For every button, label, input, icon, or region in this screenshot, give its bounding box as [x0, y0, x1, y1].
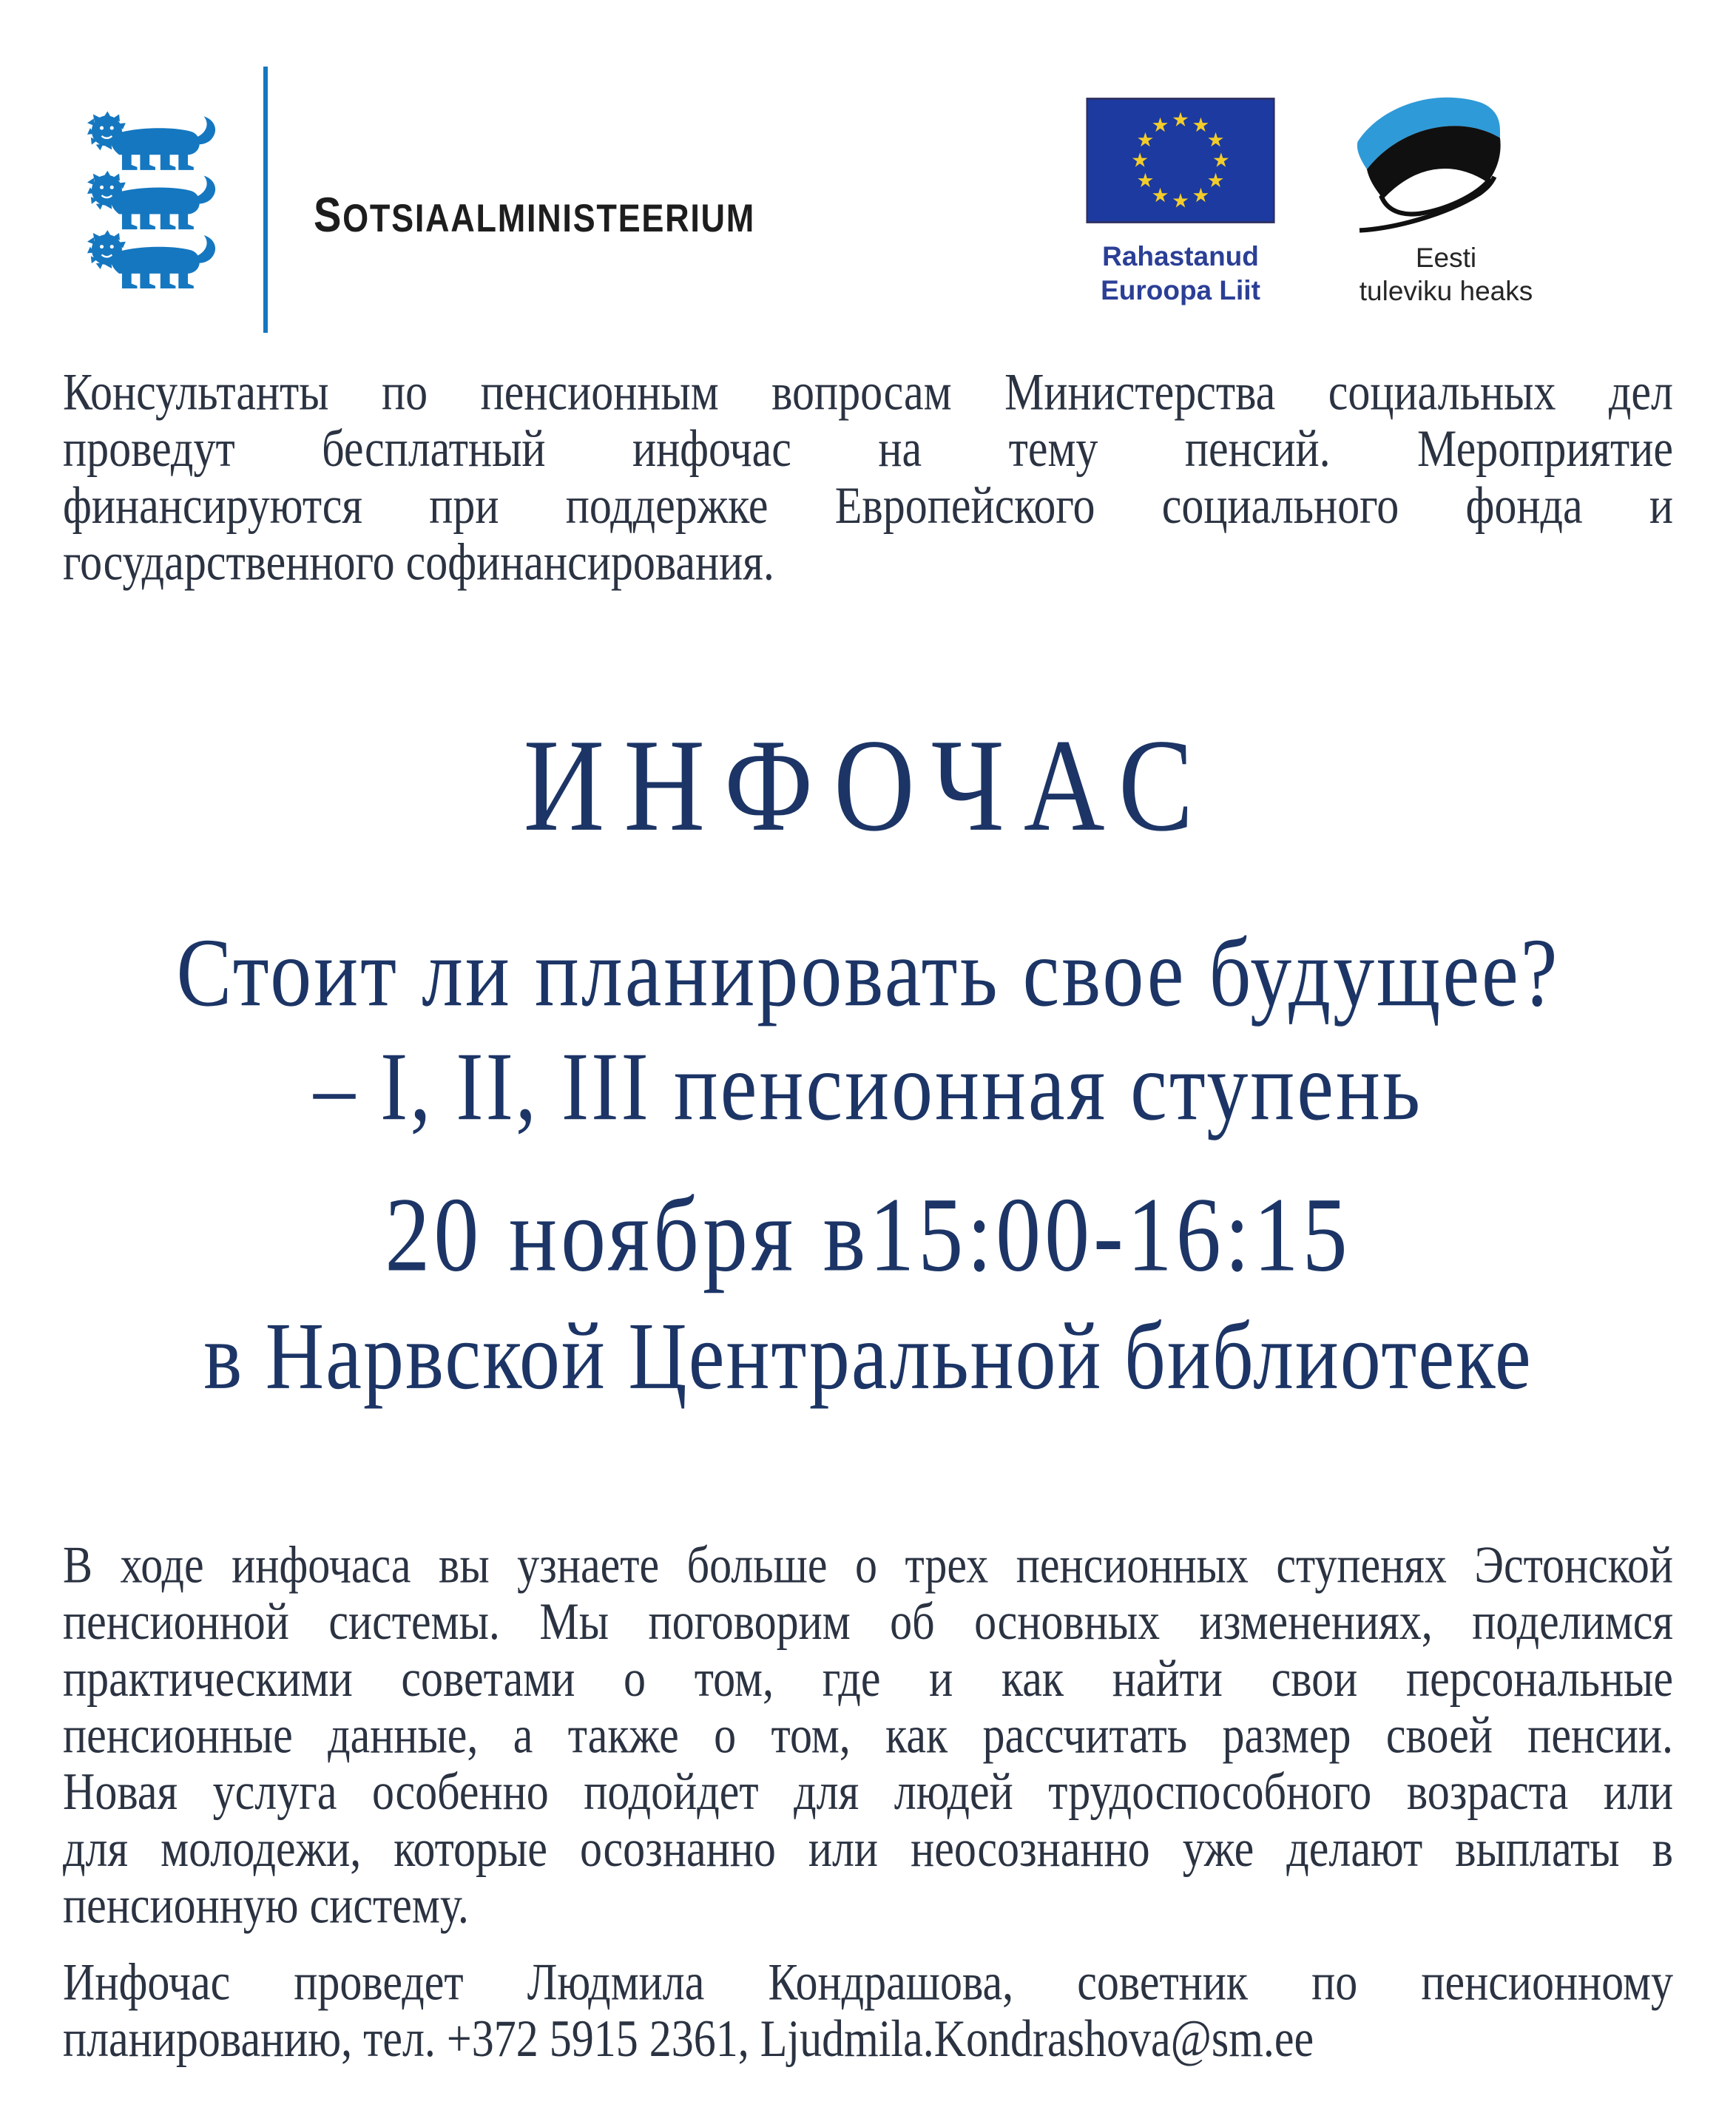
event-datetime: 20 ноября в15:00-16:15	[385, 1176, 1351, 1294]
paragraph-line: пенсионной системы. Мы поговорим об основных изменениях, поделимся	[63, 1592, 1673, 1651]
paragraph-line: Инфочас проведет Людмила Кондрашова, советник по пенсионному	[63, 1952, 1673, 2011]
event-location: в Нарвской Центральной библиотеке	[203, 1302, 1533, 1410]
description-paragraph	[63, 1537, 1673, 1934]
estonia-caption-line2: tuleviku heaks	[1359, 276, 1533, 306]
paragraph-line: практическими советами о том, где и как найти свои персональные	[63, 1649, 1673, 1708]
paragraph-line: пенсионную систему.	[63, 1876, 469, 1934]
event-subtitle-line2: – I, II, III пенсионная ступень	[314, 1032, 1422, 1141]
eu-funding-caption-line2: Euroopa Liit	[1101, 275, 1260, 305]
paragraph-line: В ходе инфочаса вы узнаете больше о трех пенсионных ступенях Эстонской	[63, 1535, 1673, 1594]
estonia-flag-swoosh-icon	[1330, 86, 1515, 238]
eu-funding-caption-line1: Rahastanud	[1102, 241, 1259, 271]
ministry-wordmark-initial: S	[314, 187, 343, 242]
eu-funding-caption	[1056, 240, 1305, 308]
eu-flag-icon	[1086, 97, 1275, 224]
paragraph-line: планированию, тел. +372 5915 2361, Ljudmila.Kondrashova@sm.ee	[63, 2009, 1314, 2068]
estonia-caption	[1311, 241, 1581, 308]
paragraph-line: финансируются при поддержке Европейского социального фонда и	[63, 476, 1673, 535]
event-title: ИНФОЧАС	[523, 711, 1213, 859]
paragraph-line: проведут бесплатный инфочас на тему пенсий. Мероприятие	[63, 419, 1673, 478]
estonian-coat-of-arms-icon	[86, 109, 223, 288]
contact-paragraph	[63, 1954, 1673, 2067]
paragraph-line: пенсионные данные, а также о том, как рассчитать размер своей пенсии.	[63, 1705, 1673, 1764]
estonia-caption-line1: Eesti	[1415, 243, 1477, 273]
ministry-wordmark-rest: OTSIAALMINISTEERIUM	[342, 197, 756, 240]
paragraph-line: Новая услуга особенно подойдет для людей трудоспособного возраста или	[63, 1762, 1673, 1821]
paragraph-line: для молодежи, которые осознанно или неосознанно уже делают выплаты в	[63, 1819, 1673, 1878]
logo-divider-line	[263, 67, 268, 333]
paragraph-line: государственного софинансирования.	[63, 532, 774, 591]
intro-paragraph	[63, 364, 1673, 591]
ministry-wordmark	[314, 186, 755, 243]
paragraph-line: Консультанты по пенсионным вопросам Министерства социальных дел	[63, 362, 1673, 421]
event-subtitle-line1: Стоит ли планировать свое будущее?	[176, 919, 1560, 1027]
